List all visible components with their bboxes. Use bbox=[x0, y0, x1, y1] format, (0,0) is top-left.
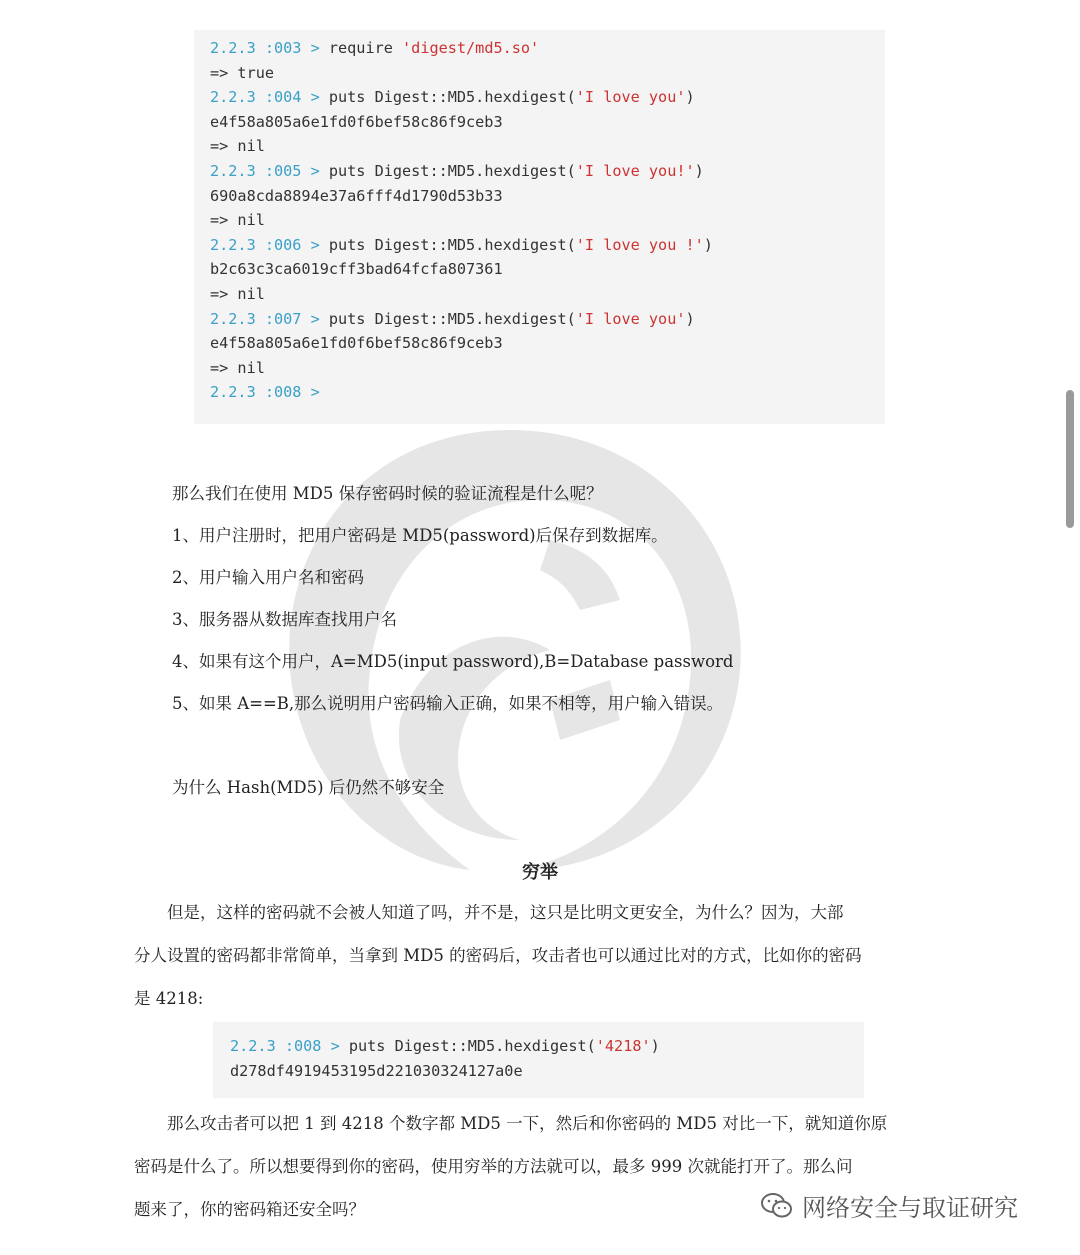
code-string: '4218' bbox=[595, 1037, 651, 1055]
code-line bbox=[210, 208, 885, 233]
code-line bbox=[210, 282, 885, 307]
code-text: puts Digest::MD5.hexdigest( bbox=[348, 1037, 596, 1055]
code-string: 'I love you !' bbox=[575, 235, 704, 254]
code-line bbox=[210, 233, 885, 258]
code-string: 'I love you' bbox=[575, 309, 686, 328]
code-string: 'digest/md5.so' bbox=[402, 39, 540, 57]
why-heading: 为什么 Hash(MD5) 后仍然不够安全 bbox=[172, 778, 445, 797]
code-line bbox=[210, 159, 885, 184]
code-prompt: 2.2.3 :008 bbox=[210, 383, 302, 402]
code-line bbox=[210, 110, 885, 135]
code-output: => nil bbox=[210, 284, 265, 303]
code-output: => nil bbox=[210, 358, 265, 377]
code-line bbox=[210, 85, 885, 110]
prompt-arrow-icon: > bbox=[301, 309, 329, 328]
paragraph-line: 那么攻击者可以把 1 到 4218 个数字都 MD5 一下，然后和你密码的 MD5 对比一下，就知道你原 bbox=[134, 1114, 888, 1133]
paragraph-brute-force-intro bbox=[134, 891, 948, 1020]
wechat-icon bbox=[760, 1191, 794, 1221]
code-line bbox=[230, 1034, 864, 1059]
code-prompt: 2.2.3 :006 bbox=[210, 235, 302, 254]
paragraph-line: 是 4218: bbox=[134, 989, 204, 1008]
code-prompt: 2.2.3 :005 bbox=[210, 161, 302, 180]
code-output: => nil bbox=[210, 211, 265, 230]
code-output: => true bbox=[210, 63, 275, 82]
paragraph-line: 密码是什么了。所以想要得到你的密码，使用穷举的方法就可以，最多 999 次就能打开了。那么问 bbox=[134, 1157, 853, 1176]
brand-watermark bbox=[760, 1188, 1018, 1223]
step-4: 4、如果有这个用户，A=MD5(input password),B=Database password bbox=[172, 652, 734, 671]
prompt-arrow-icon: > bbox=[321, 1037, 349, 1055]
code-string: 'I love you!' bbox=[575, 161, 695, 180]
code-prompt: 2.2.3 :004 bbox=[210, 88, 302, 107]
code-output: 690a8cda8894e37a6fff4d1790d53b33 bbox=[210, 186, 503, 205]
code-text: ) bbox=[685, 88, 695, 107]
paragraph-line: 题来了，你的密码箱还安全吗？ bbox=[134, 1200, 365, 1219]
question-text: 那么我们在使用 MD5 保存密码时候的验证流程是什么呢？ bbox=[172, 484, 603, 503]
step-3: 3、服务器从数据库查找用户名 bbox=[172, 610, 397, 629]
code-line bbox=[210, 331, 885, 356]
code-text: puts Digest::MD5.hexdigest( bbox=[328, 161, 576, 180]
scrollbar-thumb[interactable] bbox=[1066, 390, 1074, 528]
code-output: d278df4919453195d221030324127a0e bbox=[230, 1061, 523, 1080]
paragraph-line: 分人设置的密码都非常简单，当拿到 MD5 的密码后，攻击者也可以通过比对的方式，比如你的密码 bbox=[134, 946, 862, 965]
code-text: puts Digest::MD5.hexdigest( bbox=[328, 309, 576, 328]
prompt-arrow-icon: > bbox=[301, 39, 329, 57]
code-output: => nil bbox=[210, 137, 265, 156]
code-line bbox=[230, 1059, 864, 1084]
code-block-4218 bbox=[213, 1022, 864, 1098]
code-output: e4f58a805a6e1fd0f6bef58c86f9ceb3 bbox=[210, 112, 503, 131]
code-string: 'I love you' bbox=[575, 88, 686, 107]
paragraph-line: 但是，这样的密码就不会被人知道了吗，并不是，这只是比明文更安全，为什么？因为，大部 bbox=[134, 903, 844, 922]
code-text: require bbox=[328, 39, 403, 57]
prompt-arrow-icon: > bbox=[301, 88, 329, 107]
prompt-arrow-icon: > bbox=[301, 161, 329, 180]
section-title: 穷举 bbox=[522, 862, 558, 883]
step-5: 5、如果 A==B,那么说明用户密码输入正确，如果不相等，用户输入错误。 bbox=[172, 694, 724, 713]
code-line bbox=[210, 134, 885, 159]
code-line bbox=[210, 61, 885, 86]
code-line bbox=[210, 184, 885, 209]
code-output: e4f58a805a6e1fd0f6bef58c86f9ceb3 bbox=[210, 334, 503, 353]
code-prompt: 2.2.3 :003 bbox=[210, 39, 302, 57]
code-text: ) bbox=[650, 1037, 660, 1055]
code-text: ) bbox=[694, 161, 704, 180]
code-text: puts Digest::MD5.hexdigest( bbox=[328, 235, 576, 254]
prompt-arrow-icon: > bbox=[301, 383, 329, 402]
code-text: ) bbox=[703, 235, 713, 254]
code-text: puts Digest::MD5.hexdigest( bbox=[328, 88, 576, 107]
prompt-arrow-icon: > bbox=[301, 235, 329, 254]
code-line bbox=[210, 356, 885, 381]
code-line bbox=[210, 307, 885, 332]
code-line bbox=[210, 36, 885, 61]
code-text: ) bbox=[685, 309, 695, 328]
code-output: b2c63c3ca6019cff3bad64fcfa807361 bbox=[210, 260, 503, 279]
code-prompt: 2.2.3 :007 bbox=[210, 309, 302, 328]
step-1: 1、用户注册时，把用户密码是 MD5(password)后保存到数据库。 bbox=[172, 526, 668, 545]
step-2: 2、用户输入用户名和密码 bbox=[172, 568, 364, 587]
brand-name: 网络安全与取证研究 bbox=[802, 1194, 1018, 1222]
code-line bbox=[210, 257, 885, 282]
code-line bbox=[210, 380, 885, 405]
code-block-md5-examples bbox=[194, 30, 885, 424]
code-prompt: 2.2.3 :008 bbox=[230, 1037, 322, 1055]
